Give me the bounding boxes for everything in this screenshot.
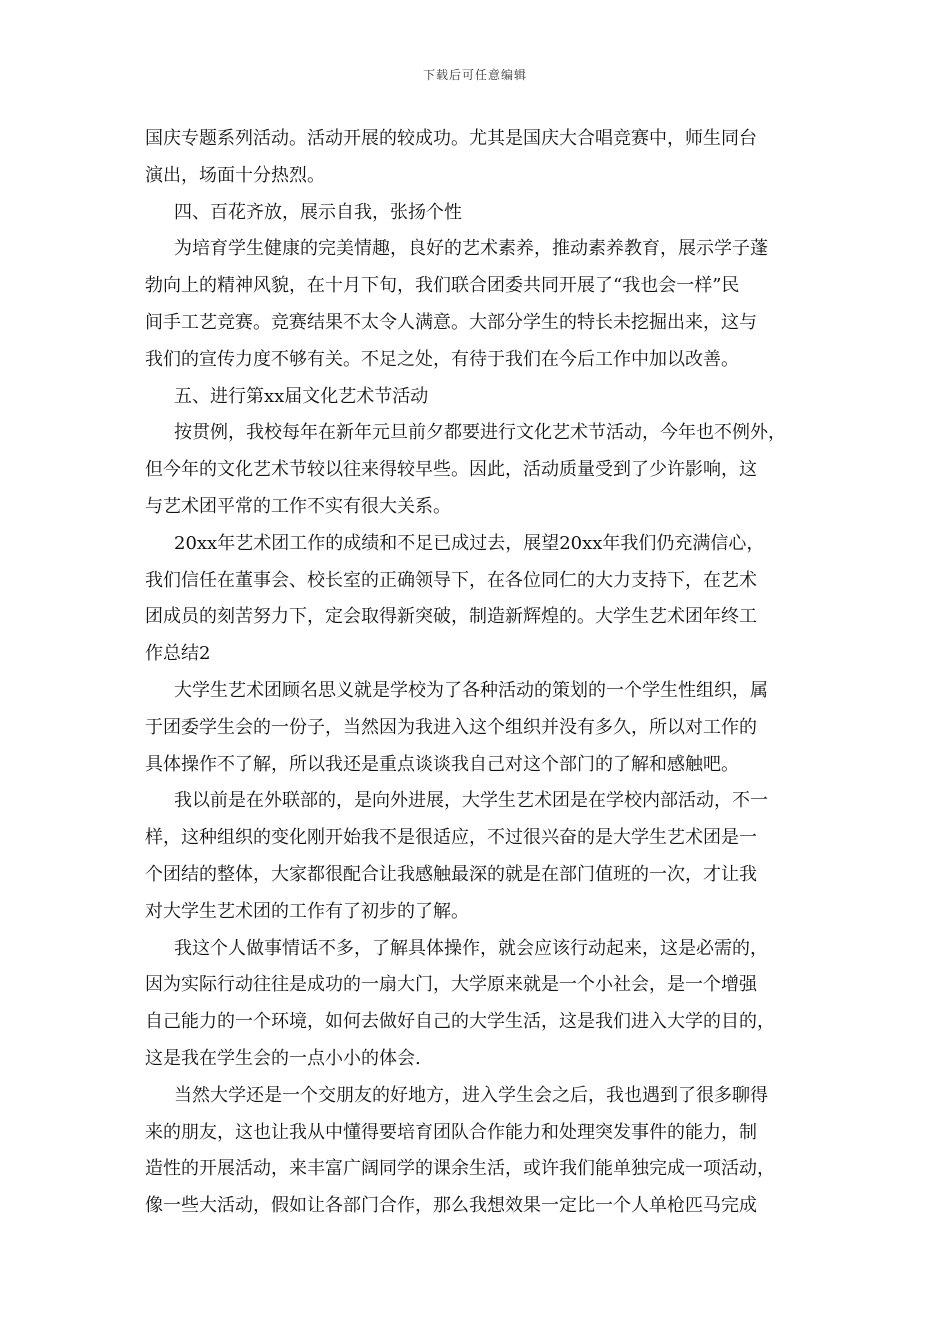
text-line: 演出，场面十分热烈。 [145,164,325,186]
text-line: 20xx年艺术团工作的成绩和不足已成过去，展望20xx年我们仍充满信心， [174,532,765,554]
text-line: 样，这种组织的变化刚开始我不是很适应，不过很兴奋的是大学生艺术团是一 [145,827,757,849]
text-line: 因为实际行动往往是成功的一扇大门，大学原来就是一个小社会，是一个增强 [145,974,757,996]
text-line: 我以前是在外联部的，是向外进展，大学生艺术团是在学校内部活动，不一 [174,790,768,812]
text-line: 我们的宣传力度不够有关。不足之处，有待于我们在今后工作中加以改善。 [145,348,739,370]
text-line: 为培育学生健康的完美情趣，良好的艺术素养，推动素养教育，展示学子蓬 [174,238,768,260]
text-line: 对大学生艺术团的工作有了初步的了解。 [145,900,469,922]
text-line: 具体操作不了解，所以我还是重点谈谈我自己对这个部门的了解和感触吧。 [145,753,739,775]
document-body [145,121,821,1225]
text-line: 与艺术团平常的工作不实有很大关系。 [145,495,451,517]
text-line: 间手工艺竞赛。竞赛结果不太令人满意。大部分学生的特长未挖掘出来，这与 [145,311,757,333]
text-line: 勃向上的精神风貌，在十月下旬，我们联合团委共同开展了“我也会一样”民 [145,275,740,297]
text-line: 国庆专题系列活动。活动开展的较成功。尤其是国庆大合唱竞赛中，师生同台 [145,128,757,149]
text-line: 于团委学生会的一份子，当然因为我进入这个组织并没有多久，所以对工作的 [145,716,757,738]
text-line: 个团结的整体，大家都很配合让我感触最深的就是在部门值班的一次，才让我 [145,863,757,885]
text-line: 作总结2 [145,643,211,665]
text-line: 造性的开展活动，来丰富广阔同学的课余生活，或许我们能单独完成一项活动， [145,1158,775,1180]
text-line: 团成员的刻苦努力下，定会取得新突破，制造新辉煌的。大学生艺术团年终工 [145,606,757,628]
text-line: 五、进行第xx届文化艺术节活动 [174,385,429,407]
text-line: 这是我在学生会的一点小小的体会. [145,1047,421,1069]
text-line: 我们信任在董事会、校长室的正确领导下，在各位同仁的大力支持下，在艺术 [145,569,757,591]
text-line: 按贯例，我校每年在新年元旦前夕都要进行文化艺术节活动，今年也不例外， [174,422,786,444]
text-line: 我这个人做事情话不多，了解具体操作，就会应该行动起来，这是必需的， [174,937,768,959]
text-line: 当然大学还是一个交朋友的好地方，进入学生会之后，我也遇到了很多聊得 [174,1084,768,1106]
text-line: 大学生艺术团顾名思义就是学校为了各种活动的策划的一个学生性组织，属 [174,679,768,701]
text-line: 四、百花齐放，展示自我，张扬个性 [174,201,462,223]
text-line: 自己能力的一个环境，如何去做好自己的大学生活，这是我们进入大学的目的， [145,1011,775,1033]
text-line: 来的朋友，这也让我从中懂得要培育团队合作能力和处理突发事件的能力，制 [145,1121,757,1143]
text-line: 像一些大活动，假如让各部门合作，那么我想效果一定比一个人单枪匹马完成 [145,1195,757,1217]
page-header-note: 下载后可任意编辑 [422,68,527,82]
text-line: 但今年的文化艺术节较以往来得较早些。因此，活动质量受到了少许影响，这 [145,459,757,481]
